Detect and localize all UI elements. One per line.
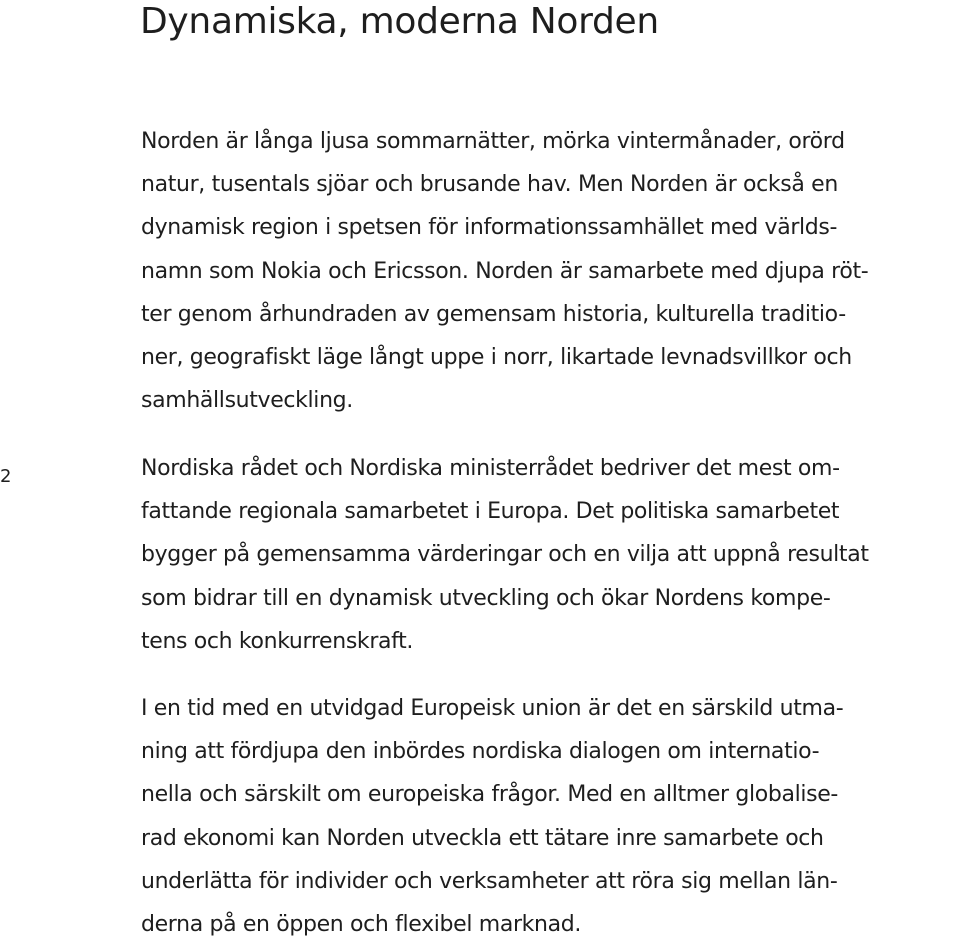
page-number: 2 [0,466,12,487]
text-line: nella och särskilt om europeiska frågor. Med en alltmer globalise- [141,782,839,808]
text-line: dynamisk region i spetsen för informationssamhället med världs- [141,215,838,241]
text-line: bygger på gemensamma värderingar och en vilja att uppnå resultat [141,542,869,568]
text-line: samhällsutveckling. [141,388,353,414]
text-line: derna på en öppen och flexibel marknad. [141,912,582,938]
text-line: tens och konkurrenskraft. [141,628,414,654]
text-line: ning att fördjupa den inbördes nordiska dialogen om internatio- [141,739,820,765]
text-line: natur, tusentals sjöar och brusande hav. Men Norden är också en [141,172,838,198]
text-line: namn som Nokia och Ericsson. Norden är samarbete med djupa röt- [141,258,869,284]
text-line: Norden är långa ljusa sommarnätter, mörka vintermånader, orörd [141,129,845,154]
text-line: ter genom århundraden av gemensam historia, kulturella traditio- [141,301,846,327]
text-line: rad ekonomi kan Norden utveckla ett tätare inre samarbete och [141,825,824,851]
text-line: I en tid med en utvidgad Europeisk union är det en särskild utma- [141,696,844,721]
paragraph-intro [141,120,868,422]
text-line: som bidrar till en dynamisk utveckling och ökar Nordens kompe- [141,585,831,611]
text-line: underlätta för individer och verksamheter att röra sig mellan län- [141,868,838,894]
text-line: fattande regionala samarbetet i Europa. Det politiska samarbetet [141,499,840,525]
paragraph-europe [141,687,843,946]
page-title: Dynamiska, moderna Norden [140,1,659,42]
text-line: Nordiska rådet och Nordiska ministerrådet bedriver det mest om- [141,456,840,481]
text-line: ner, geografiskt läge långt uppe i norr, likartade levnadsvillkor och [141,345,852,371]
paragraph-cooperation [141,447,869,663]
